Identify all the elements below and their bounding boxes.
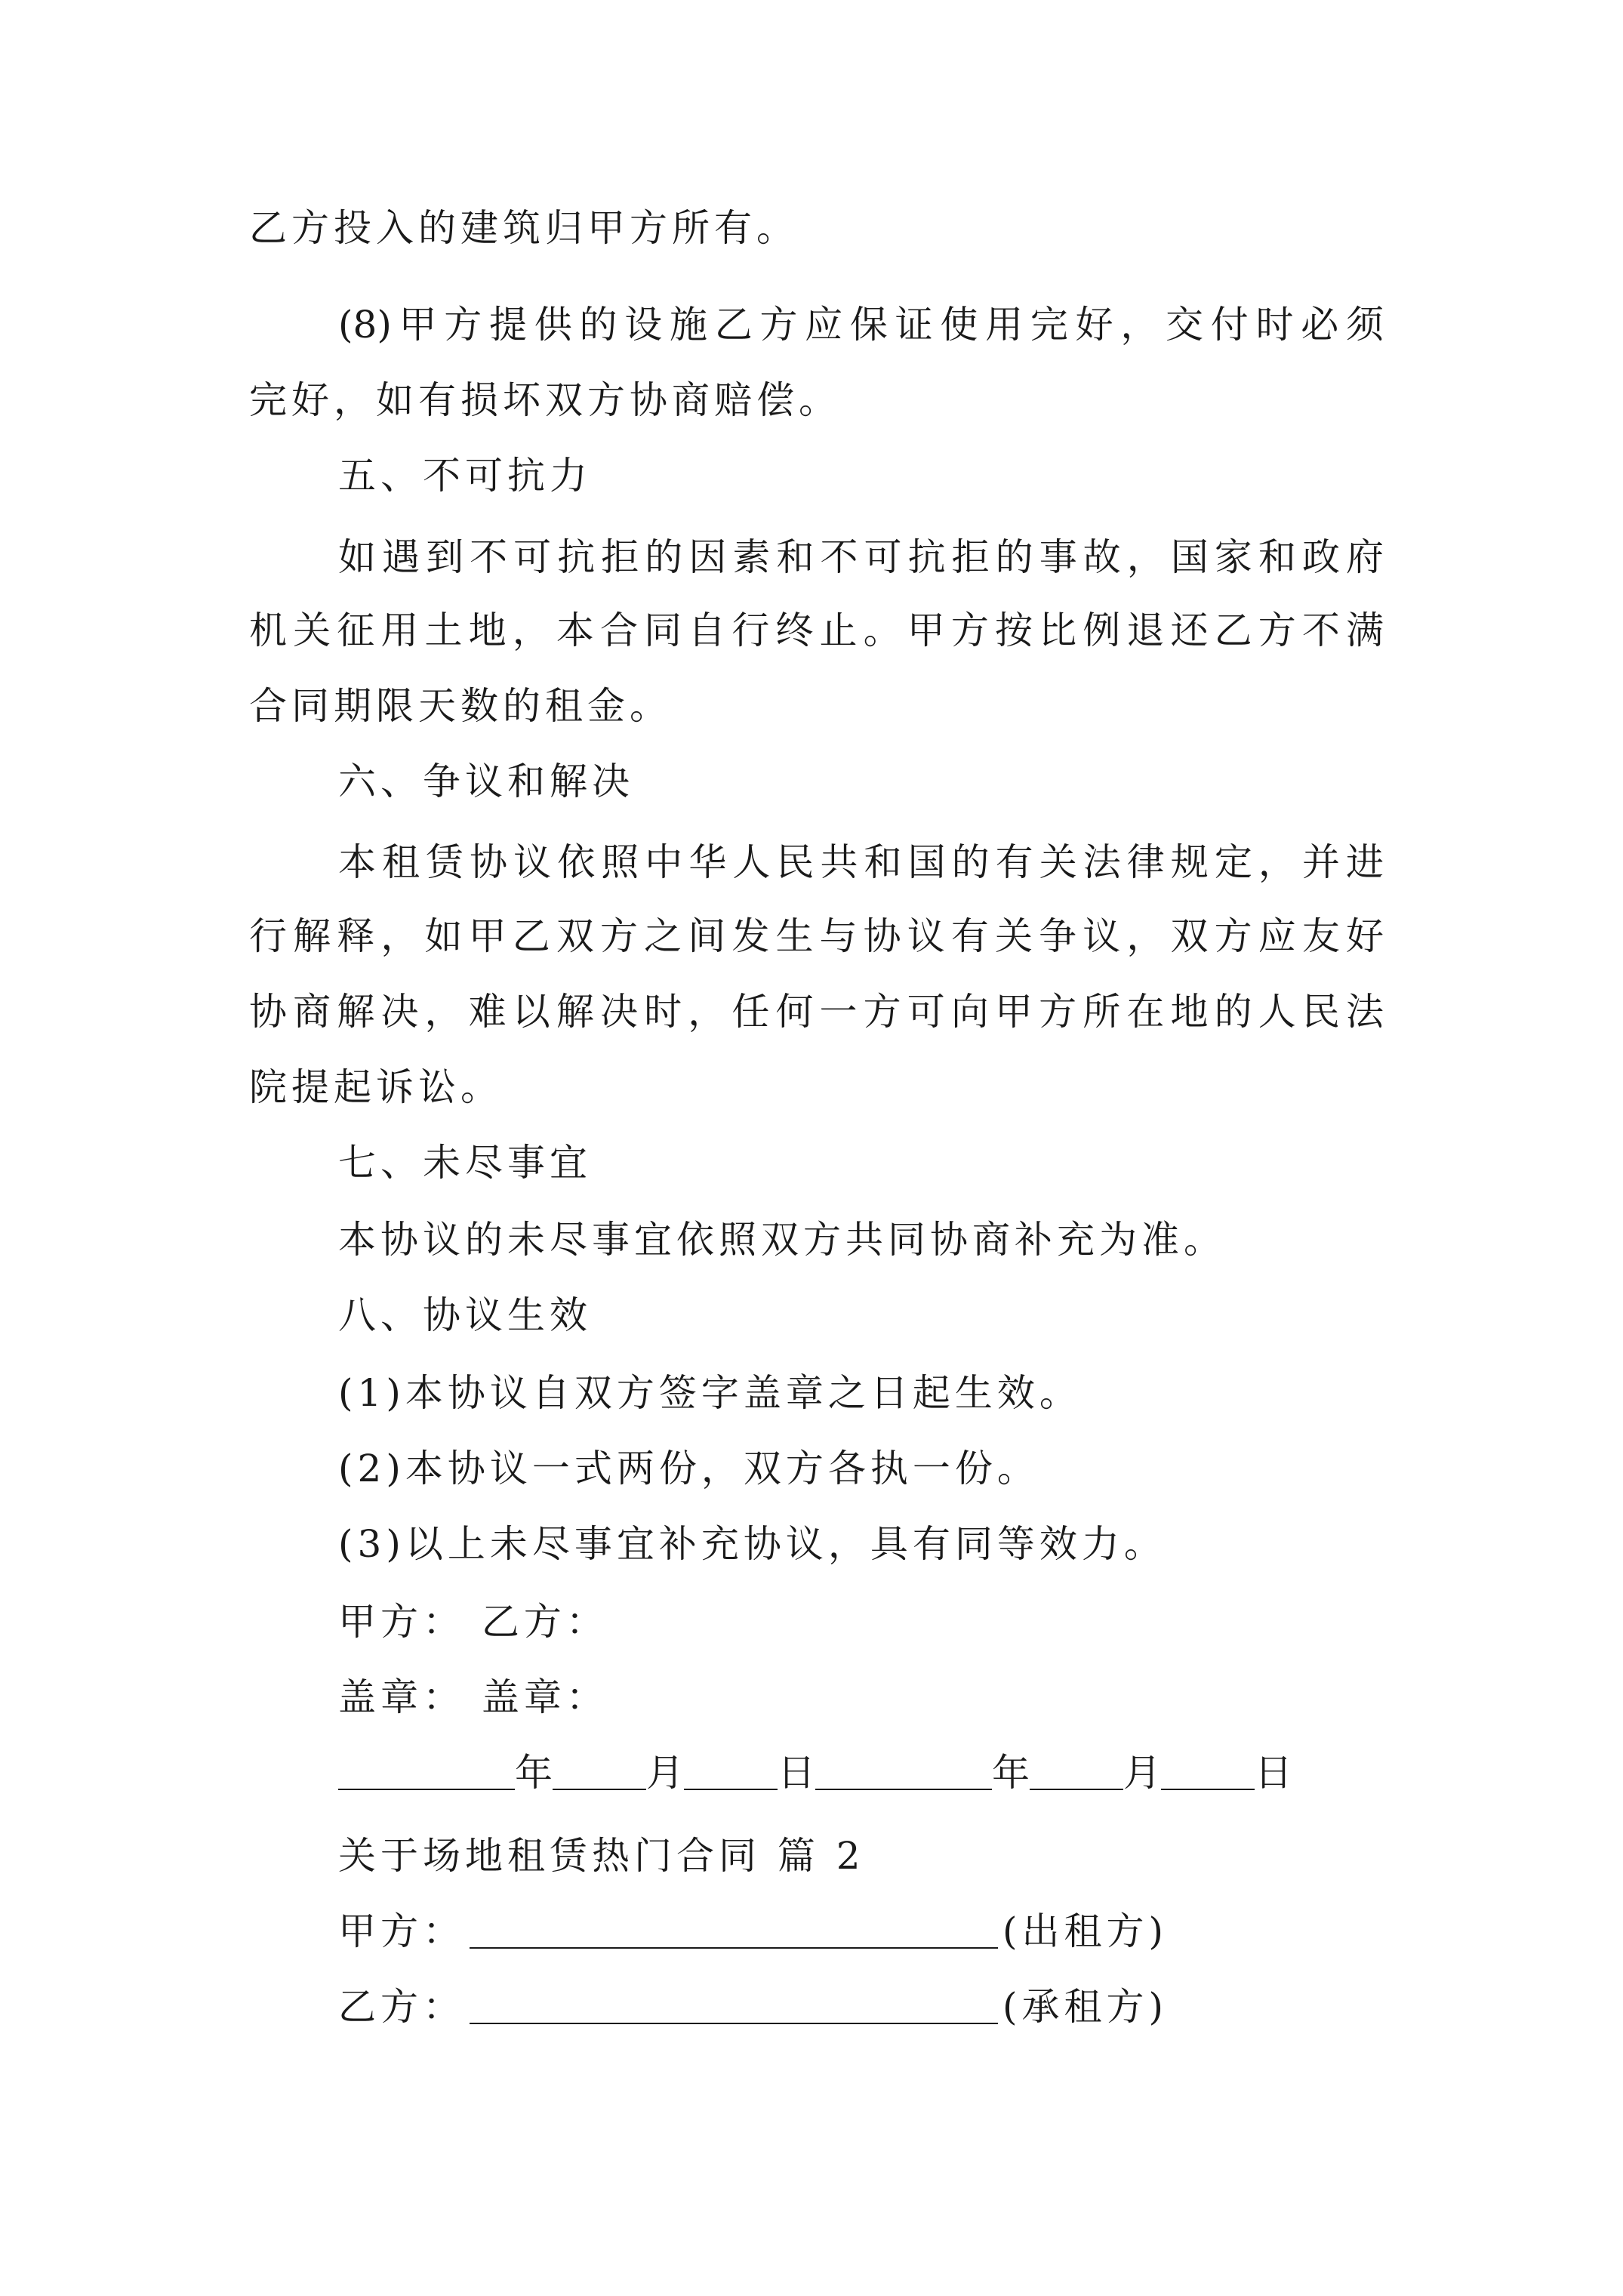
month-label: 月	[1123, 1751, 1161, 1795]
signature-date-line	[338, 1750, 1292, 1795]
text-line: 完好，如有损坏双方协商赔偿。	[249, 378, 841, 422]
text-line: 乙方投入的建筑归甲方所有。	[249, 206, 799, 250]
section-heading: 八、协议生效	[338, 1293, 592, 1337]
signature-seals: 盖章： 盖章：	[338, 1675, 608, 1719]
party-a-line	[338, 1909, 1168, 1954]
day-label: 日	[1255, 1751, 1292, 1795]
text-line: 行解释，如甲乙双方之间发生与协议有关争议，双方应友好	[249, 914, 1384, 958]
day-blank-b	[1161, 1752, 1255, 1790]
month-blank-a	[553, 1752, 646, 1790]
party-b-line	[338, 1984, 1168, 2029]
section-heading: 六、争议和解决	[338, 760, 634, 803]
party-b-role: (承租方)	[1002, 1985, 1169, 2029]
section-heading: 五、不可抗力	[338, 454, 592, 498]
text-line: 院提起诉讼。	[249, 1065, 503, 1109]
year-label: 年	[992, 1751, 1030, 1795]
text-line: (8)甲方提供的设施乙方应保证使用完好，交付时必须	[338, 303, 1384, 347]
party-b-label: 乙方：	[338, 1985, 465, 2029]
party-a-role: (出租方)	[1002, 1909, 1169, 1953]
year-blank-a	[338, 1752, 515, 1790]
text-line: 机关征用土地，本合同自行终止。甲方按比例退还乙方不满	[249, 609, 1384, 652]
text-line: (3)以上未尽事宜补充协议，具有同等效力。	[338, 1522, 1166, 1566]
section-title: 关于场地租赁热门合同 篇 2	[338, 1834, 865, 1878]
section-heading: 七、未尽事宜	[338, 1141, 592, 1185]
day-blank-a	[684, 1752, 778, 1790]
text-line: (1)本协议自双方签字盖章之日起生效。	[338, 1371, 1082, 1415]
month-label: 月	[646, 1751, 684, 1795]
year-label: 年	[515, 1751, 553, 1795]
party-a-blank	[470, 1911, 998, 1949]
day-label: 日	[778, 1751, 815, 1795]
text-line: 本协议的未尽事宜依照双方共同协商补充为准。	[338, 1218, 1226, 1262]
party-a-label: 甲方：	[338, 1909, 465, 1953]
year-blank-b	[815, 1752, 992, 1790]
text-line: 本租赁协议依照中华人民共和国的有关法律规定，并进	[338, 840, 1384, 884]
text-line: 如遇到不可抗拒的因素和不可抗拒的事故，国家和政府	[338, 535, 1384, 579]
text-line: 合同期限天数的租金。	[249, 684, 672, 728]
party-b-blank	[470, 1986, 998, 2024]
text-line: 协商解决，难以解决时，任何一方可向甲方所在地的人民法	[249, 990, 1384, 1034]
month-blank-b	[1030, 1752, 1123, 1790]
signature-parties: 甲方： 乙方：	[338, 1600, 608, 1644]
text-line: (2)本协议一式两份，双方各执一份。	[338, 1447, 1039, 1490]
